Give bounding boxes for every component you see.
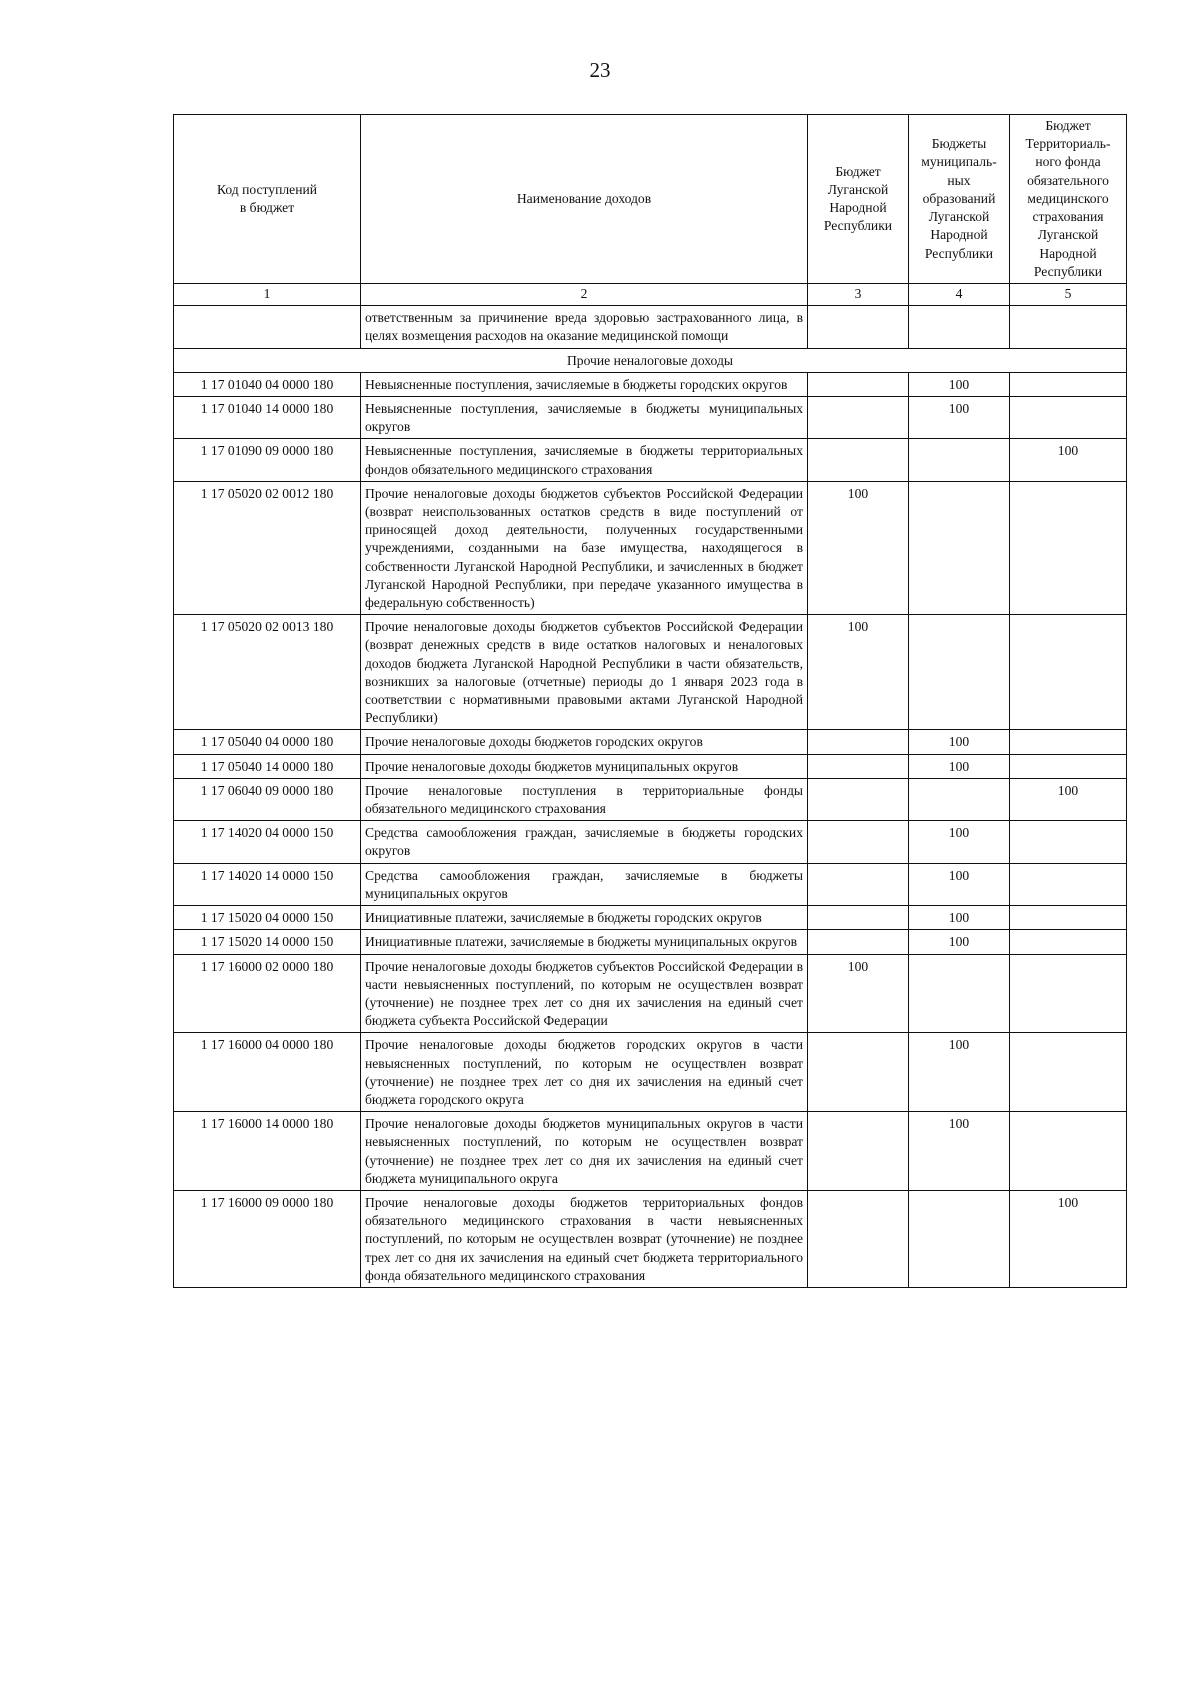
row-value-tfoms [1010, 1033, 1127, 1112]
row-value-lnr [808, 1033, 909, 1112]
row-value-municipal: 100 [909, 730, 1010, 754]
row-name: Прочие неналоговые доходы бюджетов субъектов Российской Федерации (возврат неиспользованных остатков средств в виде поступлений от приносящей доход деятельности, полученных государственными учреждениями, созданными на базе имущества, находящегося в собственности Луганской Народной Республики, и зачисленных в бюджет Луганской Народной Республики, при передаче указанного имущества в федеральную собственность) [361, 481, 808, 614]
header-code: Код поступлений в бюджет [174, 115, 361, 284]
row-value-tfoms [1010, 821, 1127, 863]
row-value-municipal [909, 615, 1010, 730]
row-value-tfoms [1010, 1112, 1127, 1191]
table-row [174, 906, 1127, 930]
row-value-tfoms [1010, 863, 1127, 905]
row-code: 1 17 14020 14 0000 150 [174, 863, 361, 905]
row-value-lnr: 100 [808, 615, 909, 730]
row-value-tfoms [1010, 906, 1127, 930]
row-code: 1 17 15020 14 0000 150 [174, 930, 361, 954]
row-value-tfoms [1010, 754, 1127, 778]
row-value-lnr [808, 306, 909, 348]
row-value-municipal [909, 778, 1010, 820]
row-value-lnr [808, 1190, 909, 1287]
row-value-lnr: 100 [808, 481, 909, 614]
row-name: Невыясненные поступления, зачисляемые в бюджеты муниципальных округов [361, 397, 808, 439]
table-row [174, 754, 1127, 778]
section-row [174, 348, 1127, 372]
table-row [174, 1190, 1127, 1287]
header-tfoms-budget: Бюджет Территориаль- ного фонда обязательного медицинского страхования Луганской Народной Республики [1010, 115, 1127, 284]
row-value-tfoms [1010, 397, 1127, 439]
row-value-lnr [808, 397, 909, 439]
table-body [174, 306, 1127, 1288]
row-name: Прочие неналоговые доходы бюджетов субъектов Российской Федерации (возврат денежных средств в виде остатков налоговых и неналоговых доходов бюджета Луганской Народной Республики в части обязательств, возникших за налоговые (отчетные) периоды до 1 января 2023 года в соответствии с нормативными правовыми актами Луганской Народной Республики) [361, 615, 808, 730]
column-numbers-row [174, 284, 1127, 306]
column-number: 1 [174, 284, 361, 306]
row-code: 1 17 05020 02 0013 180 [174, 615, 361, 730]
row-value-municipal [909, 481, 1010, 614]
row-value-lnr [808, 906, 909, 930]
row-value-municipal [909, 1190, 1010, 1287]
table-row [174, 372, 1127, 396]
table-row [174, 778, 1127, 820]
row-name: Средства самообложения граждан, зачисляемые в бюджеты городских округов [361, 821, 808, 863]
row-value-lnr: 100 [808, 954, 909, 1033]
table-row [174, 481, 1127, 614]
row-value-tfoms: 100 [1010, 778, 1127, 820]
row-value-lnr [808, 863, 909, 905]
header-municipal-budgets: Бюджеты муниципаль- ных образований Луганской Народной Республики [909, 115, 1010, 284]
row-code: 1 17 16000 04 0000 180 [174, 1033, 361, 1112]
table-row [174, 1112, 1127, 1191]
row-name: ответственным за причинение вреда здоровью застрахованного лица, в целях возмещения расходов на оказание медицинской помощи [361, 306, 808, 348]
row-value-lnr [808, 754, 909, 778]
row-value-municipal: 100 [909, 821, 1010, 863]
row-value-tfoms [1010, 730, 1127, 754]
row-value-tfoms: 100 [1010, 439, 1127, 481]
row-name: Средства самообложения граждан, зачисляемые в бюджеты муниципальных округов [361, 863, 808, 905]
row-value-lnr [808, 821, 909, 863]
row-value-lnr [808, 930, 909, 954]
row-value-tfoms [1010, 615, 1127, 730]
row-code: 1 17 15020 04 0000 150 [174, 906, 361, 930]
row-name: Невыясненные поступления, зачисляемые в бюджеты территориальных фондов обязательного медицинского страхования [361, 439, 808, 481]
row-code: 1 17 01040 04 0000 180 [174, 372, 361, 396]
row-value-municipal [909, 954, 1010, 1033]
row-value-tfoms [1010, 954, 1127, 1033]
row-value-municipal: 100 [909, 930, 1010, 954]
row-code: 1 17 05040 14 0000 180 [174, 754, 361, 778]
table-row [174, 397, 1127, 439]
column-number: 3 [808, 284, 909, 306]
row-code: 1 17 05020 02 0012 180 [174, 481, 361, 614]
row-code [174, 306, 361, 348]
row-value-tfoms [1010, 930, 1127, 954]
column-number: 5 [1010, 284, 1127, 306]
row-value-lnr [808, 1112, 909, 1191]
row-code: 1 17 16000 09 0000 180 [174, 1190, 361, 1287]
section-title: Прочие неналоговые доходы [174, 348, 1127, 372]
row-code: 1 17 06040 09 0000 180 [174, 778, 361, 820]
table-row [174, 821, 1127, 863]
row-code: 1 17 01040 14 0000 180 [174, 397, 361, 439]
column-number: 4 [909, 284, 1010, 306]
row-value-municipal [909, 306, 1010, 348]
row-value-municipal: 100 [909, 906, 1010, 930]
row-value-municipal: 100 [909, 372, 1010, 396]
row-name: Прочие неналоговые доходы бюджетов городских округов [361, 730, 808, 754]
column-number: 2 [361, 284, 808, 306]
row-name: Прочие неналоговые поступления в территориальные фонды обязательного медицинского страхования [361, 778, 808, 820]
row-name: Прочие неналоговые доходы бюджетов территориальных фондов обязательного медицинского страхования в части невыясненных поступлений, по которым не осуществлен возврат (уточнение) не позднее трех лет со дня их зачисления на единый счет бюджета территориального фонда обязательного медицинского страхования [361, 1190, 808, 1287]
table-row [174, 1033, 1127, 1112]
row-value-municipal: 100 [909, 863, 1010, 905]
row-value-lnr [808, 778, 909, 820]
row-value-municipal: 100 [909, 1033, 1010, 1112]
table-header-row [174, 115, 1127, 284]
row-value-lnr [808, 730, 909, 754]
row-value-lnr [808, 439, 909, 481]
row-name: Прочие неналоговые доходы бюджетов субъектов Российской Федерации в части невыясненных поступлений, по которым не осуществлен возврат (уточнение) не позднее трех лет со дня их зачисления на единый счет бюджета субъекта Российской Федерации [361, 954, 808, 1033]
revenue-table [173, 114, 1127, 1288]
row-value-municipal [909, 439, 1010, 481]
table-row [174, 954, 1127, 1033]
table-row [174, 730, 1127, 754]
row-value-municipal: 100 [909, 754, 1010, 778]
row-code: 1 17 16000 14 0000 180 [174, 1112, 361, 1191]
row-value-municipal: 100 [909, 1112, 1010, 1191]
continuation-row [174, 306, 1127, 348]
row-code: 1 17 05040 04 0000 180 [174, 730, 361, 754]
row-name: Инициативные платежи, зачисляемые в бюджеты муниципальных округов [361, 930, 808, 954]
row-code: 1 17 14020 04 0000 150 [174, 821, 361, 863]
table-row [174, 439, 1127, 481]
row-value-tfoms [1010, 306, 1127, 348]
header-name: Наименование доходов [361, 115, 808, 284]
row-name: Инициативные платежи, зачисляемые в бюджеты городских округов [361, 906, 808, 930]
row-name: Невыясненные поступления, зачисляемые в бюджеты городских округов [361, 372, 808, 396]
row-code: 1 17 16000 02 0000 180 [174, 954, 361, 1033]
header-lnr-budget: Бюджет Луганской Народной Республики [808, 115, 909, 284]
row-value-tfoms [1010, 372, 1127, 396]
page-number: 23 [589, 58, 611, 82]
row-value-tfoms: 100 [1010, 1190, 1127, 1287]
table-row [174, 615, 1127, 730]
row-value-tfoms [1010, 481, 1127, 614]
row-value-municipal: 100 [909, 397, 1010, 439]
row-name: Прочие неналоговые доходы бюджетов муниципальных округов [361, 754, 808, 778]
row-name: Прочие неналоговые доходы бюджетов городских округов в части невыясненных поступлений, по которым не осуществлен возврат (уточнение) не позднее трех лет со дня их зачисления на единый счет бюджета городского округа [361, 1033, 808, 1112]
row-code: 1 17 01090 09 0000 180 [174, 439, 361, 481]
table-row [174, 930, 1127, 954]
row-value-lnr [808, 372, 909, 396]
row-name: Прочие неналоговые доходы бюджетов муниципальных округов в части невыясненных поступлений, по которым не осуществлен возврат (уточнение) не позднее трех лет со дня их зачисления на единый счет бюджета муниципального округа [361, 1112, 808, 1191]
table-row [174, 863, 1127, 905]
